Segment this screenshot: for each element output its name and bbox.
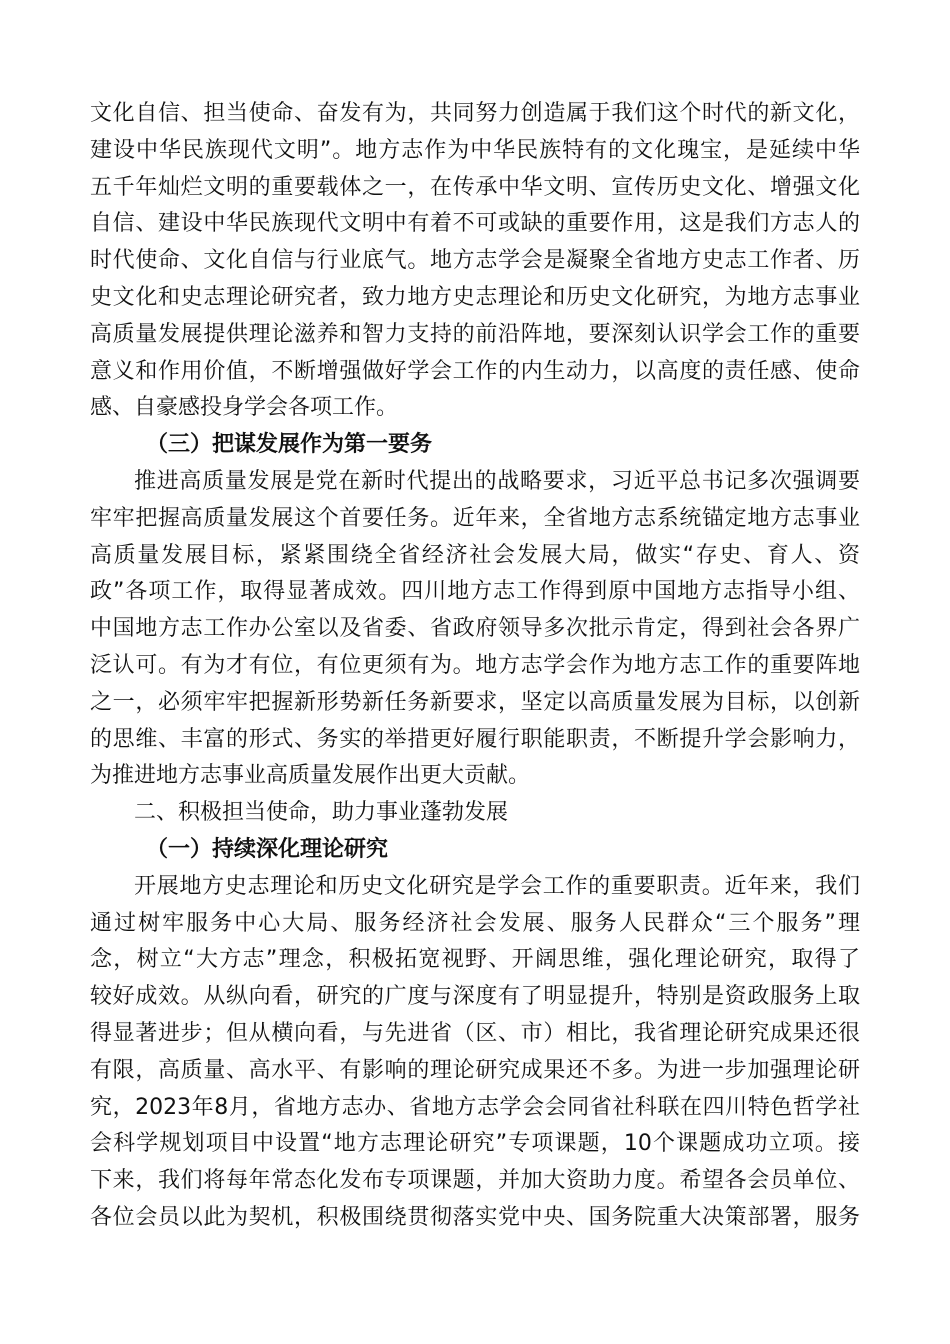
paragraph-line: 开展地方史志理论和历史文化研究是学会工作的重要职责。近年来，我们 [134, 873, 860, 899]
paragraph-line: 政”各项工作，取得显著成效。四川地方志工作得到原中国地方志指导小组、 [90, 579, 860, 605]
paragraph-line: 高质量发展提供理论滋养和智力支持的前沿阵地，要深刻认识学会工作的重要 [90, 321, 860, 347]
paragraph-line: 下来，我们将每年常态化发布专项课题，并加大资助力度。希望各会员单位、 [90, 1168, 860, 1194]
paragraph-line: 各位会员以此为契机，积极围绕贯彻落实党中央、国务院重大决策部署，服务 [90, 1204, 860, 1230]
paragraph-line: 究，2023年8月，省地方志办、省地方志学会会同省社科联在四川特色哲学社 [90, 1094, 860, 1120]
paragraph-line: 的思维、丰富的形式、务实的举措更好履行职能职责，不断提升学会影响力， [90, 726, 860, 752]
subsection-heading: （一）持续深化理论研究 [146, 836, 389, 862]
paragraph-line: 五千年灿烂文明的重要载体之一，在传承中华文明、宣传历史文化、增强文化 [90, 174, 860, 200]
paragraph [90, 464, 860, 795]
section-heading: 二、积极担当使命，助力事业蓬勃发展 [134, 800, 509, 826]
paragraph-line: 有限，高质量、高水平、有影响的理论研究成果还不多。为进一步加强理论研 [90, 1057, 860, 1083]
paragraph-line: 感、自豪感投身学会各项工作。 [90, 395, 399, 421]
paragraph-line: 得显著进步；但从横向看，与先进省（区、市）相比，我省理论研究成果还很 [90, 1020, 860, 1046]
paragraph-line: 通过树牢服务中心大局、服务经济社会发展、服务人民群众“三个服务”理 [90, 910, 860, 936]
paragraph [90, 96, 860, 427]
paragraph-line: 自信、建设中华民族现代文明中有着不可或缺的重要作用，这是我们方志人的 [90, 211, 860, 237]
paragraph-line: 推进高质量发展是党在新时代提出的战略要求，习近平总书记多次强调要 [134, 468, 860, 494]
paragraph-line: 中国地方志工作办公室以及省委、省政府领导多次批示肯定，得到社会各界广 [90, 616, 860, 642]
paragraph [90, 869, 860, 1237]
paragraph-line: 高质量发展目标，紧紧围绕全省经济社会发展大局，做实“存史、育人、资 [90, 542, 860, 568]
subsection-heading: （三）把谋发展作为第一要务 [146, 432, 433, 458]
paragraph-line: 为推进地方志事业高质量发展作出更大贡献。 [90, 763, 531, 789]
paragraph-line: 较好成效。从纵向看，研究的广度与深度有了明显提升，特别是资政服务上取 [90, 984, 860, 1010]
paragraph-line: 会科学规划项目中设置“地方志理论研究”专项课题，10个课题成功立项。接 [90, 1131, 860, 1157]
paragraph-line: 建设中华民族现代文明”。地方志作为中华民族特有的文化瑰宝，是延续中华 [90, 137, 860, 163]
paragraph-line: 时代使命、文化自信与行业底气。地方志学会是凝聚全省地方史志工作者、历 [90, 248, 860, 274]
paragraph-line: 之一，必须牢牢把握新形势新任务新要求，坚定以高质量发展为目标，以创新 [90, 689, 860, 715]
paragraph-line: 史文化和史志理论研究者，致力地方史志理论和历史文化研究，为地方志事业 [90, 284, 860, 310]
paragraph-line: 念，树立“大方志”理念，积极拓宽视野、开阔思维，强化理论研究，取得了 [90, 947, 860, 973]
paragraph-line: 牢牢把握高质量发展这个首要任务。近年来，全省地方志系统锚定地方志事业 [90, 505, 860, 531]
document-body [90, 96, 860, 1237]
paragraph-line: 文化自信、担当使命、奋发有为，共同努力创造属于我们这个时代的新文化， [90, 101, 860, 126]
paragraph-line: 意义和作用价值，不断增强做好学会工作的内生动力，以高度的责任感、使命 [90, 358, 860, 384]
paragraph-line: 泛认可。有为才有位，有位更须有为。地方志学会作为地方志工作的重要阵地 [90, 652, 860, 678]
